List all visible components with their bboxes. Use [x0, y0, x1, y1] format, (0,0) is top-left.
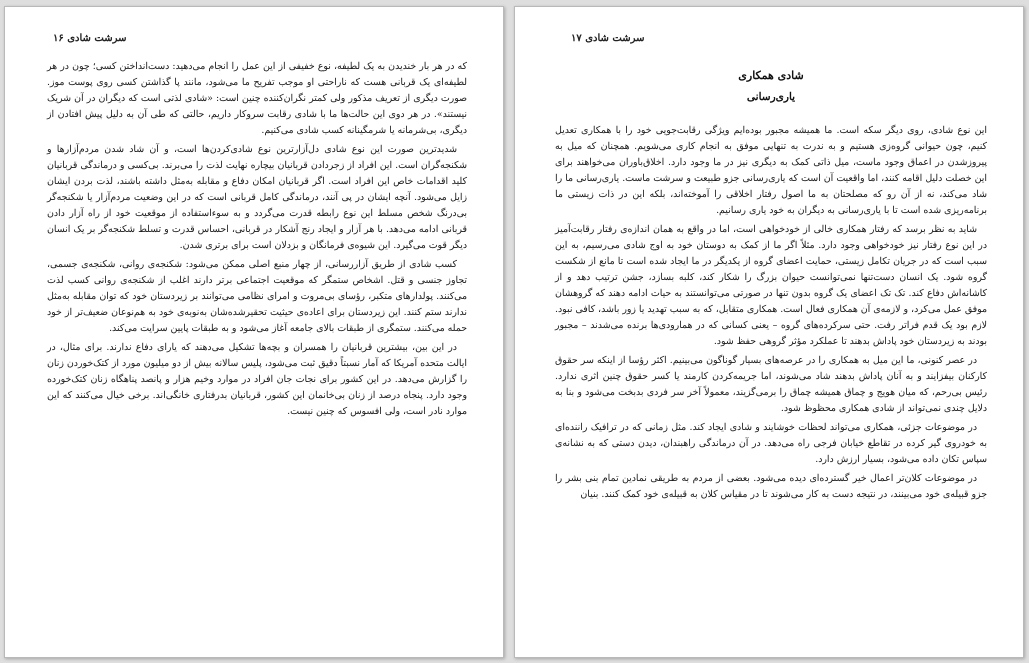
running-head: سرشت شادی ۱۷	[571, 33, 645, 44]
paragraph: کسب شادی از طریق آزاررسانی، از چهار منبع اصلی ممکن می‌شود: شکنجه‌ی روانی، شکنجه‌ی جسمی، تجاوز جنسی و قتل. اشخاص ستمگر که موقعیت اجتماعی برتر دارند اغلب از شکنجه‌ی روانی کسب لذت می‌کنند. پولدارهای متکبر، رؤسای بی‌مروت و امرای نظامی می‌توانند بر زیردستان خود که توان مقابله به‌مثل ندارند ستم کنند. این زیردستان برای اعاده‌ی حیثیت تحقیرشده‌شان به‌نوبه‌ی خود به هم‌نوعان ضعیف‌تر از خود حمله می‌کنند. ستمگری از طبقات بالای جامعه آغاز می‌شود و به طبقات پایین سرایت می‌کند.	[47, 259, 467, 334]
left-page	[4, 6, 504, 658]
paragraph: این نوع شادی، روی دیگر سکه است. ما همیشه مجبور بوده‌ایم ویژگی رقابت‌جویی خود را با همکاری تعدیل کنیم، چون حیوانی گروه‌زی هستیم و به ندرت به تنهایی موفق به انجام کاری می‌شویم. همچنان که میل به پیروزشدن در اعماق وجود ماست، میل ذاتی کمک به دیگری نیز در ما وجود دارد. اخلاق‌باوران می‌خواهند برای این خصلت دلیل اقامه کنند، اما واقعیت آن است که یاری‌رسانی جزو طبیعت و سرشت ماست. یاری‌رسانی ما را شاد می‌کند، نه از آن رو که مصلحتان به ما اصول رفتار اخلاقی را آموخته‌اند، بلکه این در ذات زیستی ما برنامه‌ریزی شده است تا با یاری‌رسانی به دیگران به خود یاری رسانیم.	[555, 125, 987, 216]
chapter-title: شادی همکاری	[738, 69, 804, 82]
chapter-subtitle: یاری‌رسانی	[746, 91, 796, 103]
paragraph: شاید به نظر برسد که رفتار همکاری خالی از خودخواهی است، اما در واقع به همان اندازه‌ی رفتار رقابت‌آمیز در این نوع رفتار نیز خودخواهی وجود دارد. مثلاً اگر ما از کمک به دوستان خود به اوج شادی می‌رسیم، به این سبب است که در جریان تکامل زیستی، حمایت اعضای گروه از یکدیگر در ما ایجاد شده است تا مانع از شکست گروه شود. یک انسان دست‌تنها نمی‌توانست حیوان بزرگ را شکار کند، کلبه بسازد، جشن ترتیب دهد و از کاشانه‌اش دفاع کند. تک تک اعضای یک گروه بدون تنها در صورتی می‌توانستند به حیات ادامه دهند که گروهشان موفق عمل می‌کرد، و لازمه‌ی آن همکاری فعال است. همکاری متقابل، که به سبب تهدید یا زور باشد، کافی نبود. لازم بود یک قدم فراتر رفت. حتی سرکرده‌های گروه – یعنی کسانی که در همارودی‌ها برنده می‌شدند – مجبور بودند به زیردستان خود پاداش بدهند تا عملکرد مؤثر گروهی حفظ شود.	[555, 224, 988, 347]
running-head: سرشت شادی ۱۶	[53, 33, 127, 44]
body-text	[47, 59, 467, 423]
paragraph: در موضوعات جزئی، همکاری می‌تواند لحظات خوشایند و شادی ایجاد کند. مثل زمانی که در ترافیک راننده‌ای به خودروی گیر کرده در تقاطع خیابان فرجی راه می‌دهد. در آن درماندگی راهبندان، دیدن دستی که به نشانه‌ی سپاس تکان داده می‌شود، بسیار ارزش دارد.	[555, 422, 987, 465]
right-page	[514, 6, 1024, 658]
paragraph: که در هر بار خندیدن به یک لطیفه، نوع خفیفی از این عمل را انجام می‌دهید: دست‌انداختن کسی؛ چون در هر لطیفه‌ای یک قربانی هست که ناراحتی او موجب تفریح ما می‌شود، مانند پا گذاشتن کسی روی پوست موز. صورت دیگری از تعریف مذکور ولی کمتر نگران‌کننده چنین است: «شادی لذتی است که دیگران در آن شریک نیستند». در هر دوی این حالت‌ها ما با شادی رقابت سروکار داریم، حالتی که طی آن به دلیل پیش افتادن از دیگری، بی‌شرمانه یا شرمگینانه کسب شادی می‌کنیم.	[47, 61, 467, 136]
body-text	[555, 123, 987, 506]
paragraph: در این بین، بیشترین قربانیان را همسران و بچه‌ها تشکیل می‌دهند که یارای دفاع ندارند. برای مثال، در ایالت متحده آمریکا که آمار نسبتاً دقیق ثبت می‌شود، پلیس سالانه بیش از دو میلیون مورد از کتک‌خوردن زنان را گزارش می‌دهد. در این کشور برای نجات جان افراد در موارد وخیم هزار و پانصد پناهگاه زنان کتک‌خورده وجود دارد. پنجاه درصد از زنان بی‌خانمان این کشور، قربانیان بدرفتاری خانگی‌اند. برخی خیال می‌کنند که این موارد نادر است، ولی افسوس که چنین نیست.	[47, 342, 467, 417]
paragraph: در موضوعات کلان‌تر اعمال خیر گسترده‌ای دیده می‌شود. بعضی از مردم به طریقی نمادین تمام بنی بشر را جزو قبیله‌ی خود می‌بینند، در نتیجه دست به کار می‌شوند تا در مقیاس کلان به قبیله‌ی خود کمک کنند. بنیان	[555, 473, 987, 500]
paragraph: شدیدترین صورت این نوع شادی دل‌آزارترین نوع شادی‌کردن‌ها است، و آن شاد شدن مردم‌آزارها و شکنجه‌گران است. این افراد از زجردادن قربانیان بیچاره نهایت لذت را می‌برند. بی‌کسی و درماندگی قربانیان کلید اقدامات خاص این افراد است. اگر قربانیان امکان دفاع و مقابله به‌مثل داشته باشند، لذت بردن ایشان زایل می‌شود. آنچه ایشان در پی آنند، درماندگی کامل قربانی است که در این وضعیت مردم‌آزار یا شکنجه‌گر بی‌درنگ شخص مسلط این نوع رابطه قدرت می‌گردد و به سوءاستفاده از موقعیت خود از راه آزار دادن قربانی ادامه می‌دهد. با هر آزار و ایجاد رنج آشکار در قربانی، احساس قدرت و تسلط شکنجه‌گر بر یک انسان دیگر قوت می‌گیرد. این شیوه‌ی فرمانگان و بزدلان است برای برتری شدن.	[47, 144, 467, 251]
paragraph: در عصر کنونی، ما این میل به همکاری را در عرصه‌های بسیار گوناگون می‌بینیم. اکثر رؤسا از اینکه سر حقوق کارکنان بیفزایند و به آنان پاداش بدهند شاد می‌شوند، اما جریمه‌کردن کارمند یا کسر حقوق چنین اثری ندارد. رئیس بی‌رحم، که میان هویج و چماق همیشه چماق را برمی‌گزیند، معمولاً آخر سر فردی بدبخت می‌شود و بنا به دلایل چندی نمی‌تواند از شادی همکاری محظوظ شود.	[555, 355, 987, 414]
